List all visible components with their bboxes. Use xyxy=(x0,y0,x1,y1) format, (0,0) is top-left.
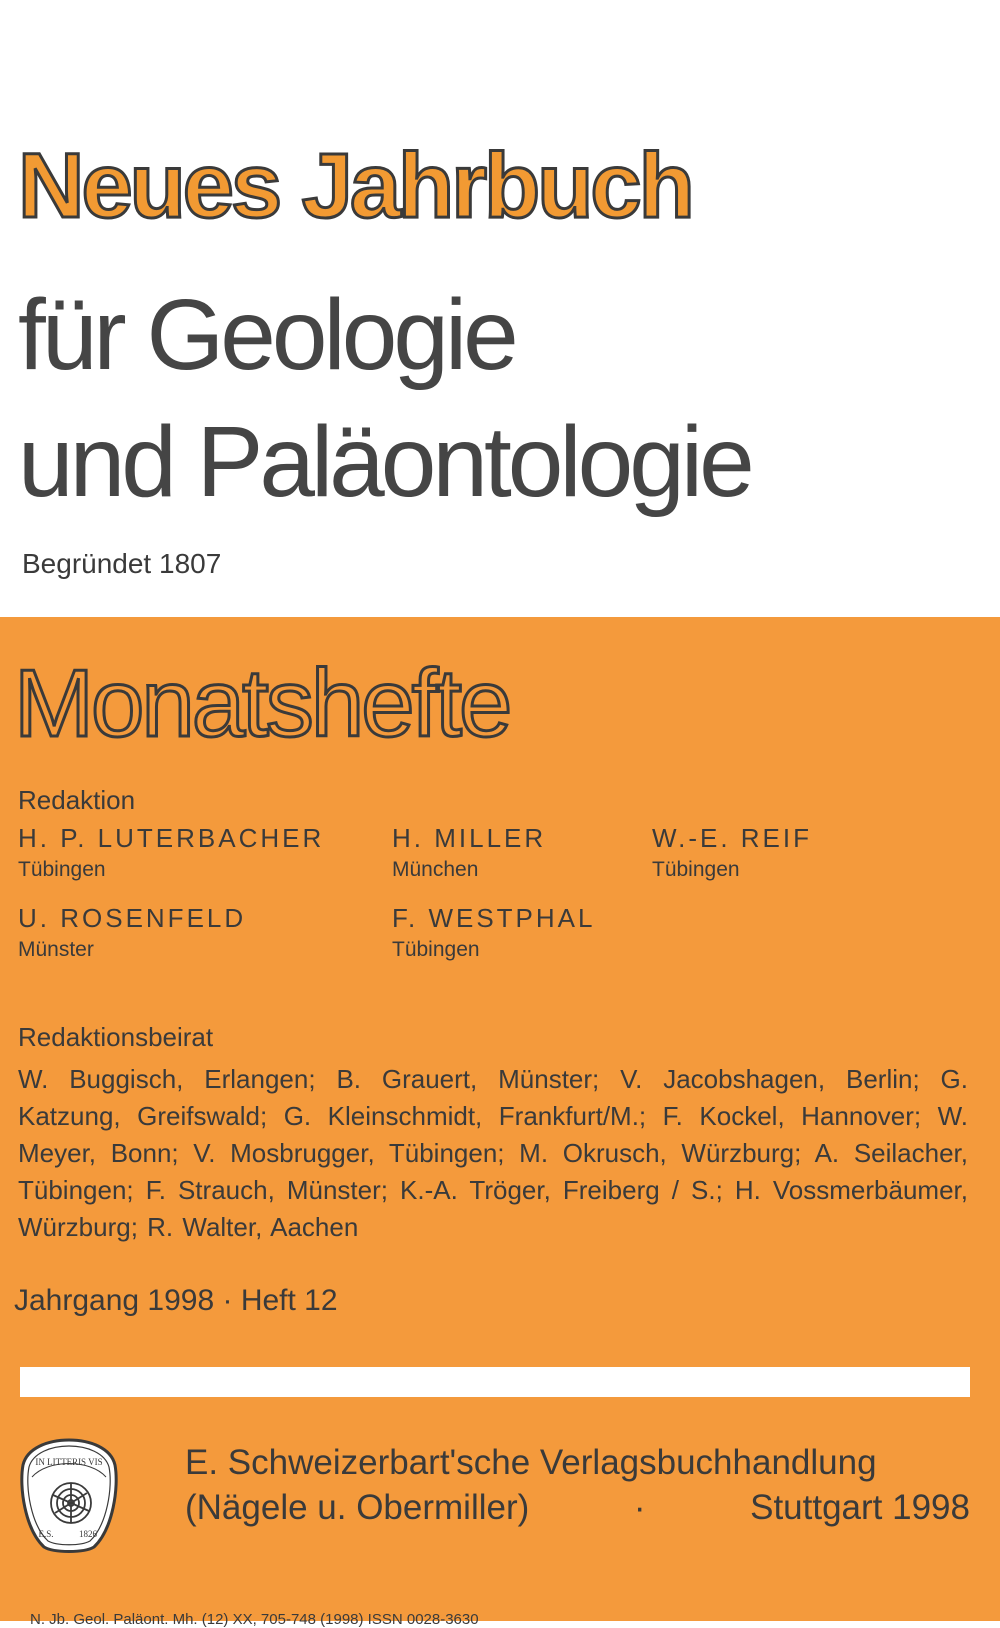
editor-city: Tübingen xyxy=(392,938,480,961)
seal-year: 1826 xyxy=(79,1529,97,1539)
editor-name: H. MILLER xyxy=(392,823,547,853)
publisher-seal xyxy=(18,1437,120,1555)
journal-title-line2: für Geologie xyxy=(18,279,515,391)
editor-name: H. P. LUTERBACHER xyxy=(18,823,325,853)
editor-name: U. ROSENFELD xyxy=(18,903,247,933)
editor-entry xyxy=(392,903,595,962)
editor-city: Münster xyxy=(18,938,94,961)
journal-title-line1: Neues Jahrbuch xyxy=(18,135,692,237)
publisher-separator: · xyxy=(633,1488,646,1527)
advisory-board-list: W. Buggisch, Erlangen; B. Grauert, Münster; V. Jacobshagen, Berlin; G. Katzung, Greifswald; G. Kleinschmidt, Frankfurt/M.; F. Kockel, Hannover; W. Meyer, Bonn; V. Mosbrugger, Tübingen; M. Okrusch, Würzburg; A. Seilacher, Tübingen; F. Strauch, Münster; K.-A. Tröger, Freiberg / S.; H. Vossmerbäumer, Würzburg; R. Walter, Aachen xyxy=(18,1064,968,1242)
founded-year: Begründet 1807 xyxy=(22,548,222,579)
white-divider-bar xyxy=(20,1367,970,1397)
editor-entry xyxy=(652,823,812,882)
editor-name: F. WESTPHAL xyxy=(392,903,596,933)
editor-entry xyxy=(18,823,324,882)
series-title: Monatshefte xyxy=(14,650,510,757)
publisher-name: E. Schweizerbart'sche Verlagsbuchhandlung xyxy=(185,1443,877,1482)
publisher-place-year: Stuttgart 1998 xyxy=(750,1488,970,1527)
publisher-block xyxy=(185,1440,970,1530)
editor-city: Tübingen xyxy=(652,858,740,881)
editor-city: München xyxy=(392,858,479,881)
journal-title-line3: und Paläontologie xyxy=(18,406,751,518)
editors-heading: Redaktion xyxy=(18,785,136,815)
seal-initials: E.S. xyxy=(38,1529,54,1539)
editor-city: Tübingen xyxy=(18,858,106,881)
editor-entry xyxy=(392,823,546,882)
publisher-owners: (Nägele u. Obermiller) xyxy=(185,1488,530,1527)
editor-name: W.-E. REIF xyxy=(652,823,812,853)
advisory-board-heading: Redaktionsbeirat xyxy=(18,1022,214,1052)
issue-info: Jahrgang 1998 · Heft 12 xyxy=(14,1284,338,1317)
cover-orange-panel xyxy=(0,617,1000,1628)
seal-motto: IN LITTERIS VIS xyxy=(35,1457,103,1467)
editor-entry xyxy=(18,903,246,962)
header-area xyxy=(0,0,1000,617)
citation-line: N. Jb. Geol. Paläont. Mh. (12) XX, 705-748 (1998) ISSN 0028-3630 xyxy=(30,1611,479,1628)
